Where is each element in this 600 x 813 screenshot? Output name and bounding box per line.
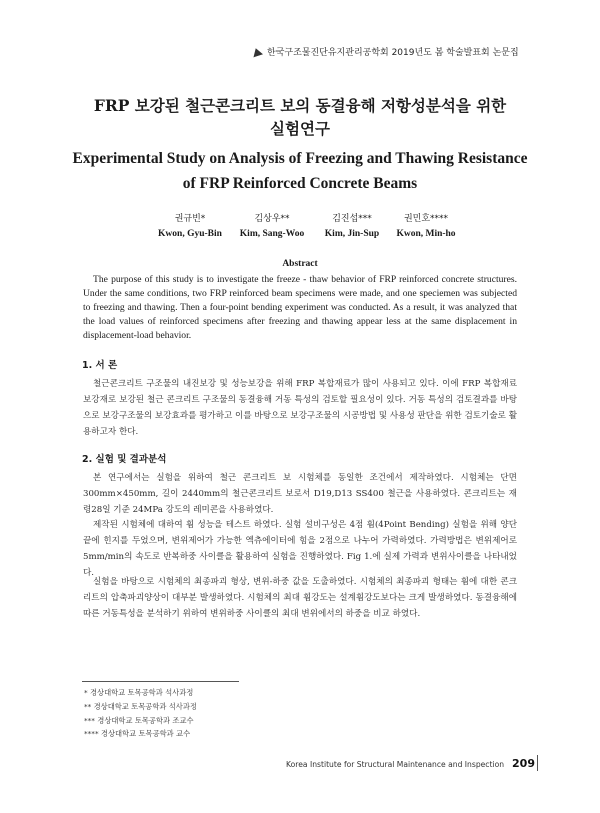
- author-3: [312, 212, 392, 242]
- paragraph: 제작된 시험체에 대하여 휨 성능을 테스트 하였다. 실험 설비구성은 4점 휨(4Point Bending) 실험을 위해 양단 끝에 힌지를 두었으며, 변위제어가 가능한 엑츄에이터에 힘을 2점으로 나누어 가력하였다. 가력방법은 변위제어로 5mm/min의 속도로 반복하중 사이클을 활용하여 실험을 진행하였다. Fig 1.에 실제 가력과 변위사이클을 나타내었다.: [83, 520, 517, 578]
- page-footer: [286, 757, 535, 770]
- korean-title-line-2: 실험연구: [270, 119, 330, 138]
- society-name: Korea Institute for Structural Maintenance and Inspection: [286, 760, 505, 769]
- page-number: 209: [512, 757, 535, 770]
- triangle-icon: [251, 47, 263, 58]
- author-name-ko: 김진섭***: [332, 214, 372, 224]
- author-4: [384, 212, 468, 242]
- footnote: * 경상대학교 토목공학과 석사과정: [84, 688, 194, 697]
- english-title-line-2: of FRP Reinforced Concrete Beams: [182, 175, 418, 192]
- author-name-en: Kim, Sang-Woo: [239, 229, 305, 239]
- author-2: [230, 212, 314, 242]
- abstract-text: The purpose of this study is to investigate the freeze - thaw behavior of FRP reinforced concrete structures. Under the same conditions, two FRP reinforced beam specimens were made, and one speciemen was subjected to freezing and thawing. Then a four-point bending experiment was conducted. As a result, it was analyzed that the load values of reinforced specimens after freezing and thawing appear less at the same displacement in displacement-load behavior.: [83, 274, 517, 341]
- author-name-en: Kim, Jin-Sup: [324, 229, 380, 239]
- footnote: **** 경상대학교 토목공학과 교수: [84, 729, 191, 739]
- footnotes: [84, 686, 197, 741]
- footer-divider: [537, 755, 538, 771]
- abstract-heading: Abstract: [282, 259, 318, 269]
- author-name-ko: 권민호****: [403, 214, 449, 224]
- paragraph: 실험을 바탕으로 시험체의 최종파괴 형상, 변위-하중 값을 도출하였다. 시험체의 최종파괴 형태는 휨에 대한 콘크리트의 압축파괴양상이 대부분 발생하였다. 시험체의 최대 휨강도는 설계휨강도보다는 크게 발생하였다. 동결융해에 따른 거동특성을 분석하기 위하여 변위하중 사이클의 최대 변위에서의 하중을 비교 하였다.: [83, 577, 517, 619]
- korean-title-line-1: FRP 보강된 철근콘크리트 보의 동결융해 저항성분석을 위한: [93, 96, 507, 115]
- english-title-line-1: Experimental Study on Analysis of Freezing and Thawing Resistance: [72, 150, 528, 167]
- footnote-divider: [82, 681, 239, 682]
- footnote: ** 경상대학교 토목공학과 석사과정: [84, 701, 197, 711]
- journal-name: 한국구조물진단유지관리공학회 2019년도 봄 학술발표회 논문집: [267, 48, 519, 58]
- paragraph: 본 연구에서는 실험을 위하여 철근 콘크리트 보 시험체를 동일한 조건에서 제작하였다. 시험체는 단면 300mm×450mm, 길이 2440mm의 철근콘크리트 보로서 D19,D13 SS400 철근을 사용하였다. 콘크리트는 재령28일 기준 24MPa 강도의 레미콘을 사용하였다.: [83, 473, 517, 515]
- author-name-en: Kwon, Min-ho: [396, 229, 456, 239]
- paragraph: 철근콘크리트 구조물의 내진보강 및 성능보강을 위해 FRP 복합재료가 많이 사용되고 있다. 이에 FRP 복합재료 보강재로 보강된 철근 콘크리트 구조물의 동결융해 거동 특성의 검토할 필요성이 있다. 거동 특성의 검토결과를 바탕으로 보강구조물의 보강효과를 평가하고 이를 바탕으로 보강구조물의 시공방법 및 사용성 판단을 위한 검토기술로 활용하고자 한다.: [83, 379, 517, 437]
- section-heading-experiment: 2. 실험 및 결과분석: [82, 454, 167, 465]
- author-name-ko: 권규빈*: [174, 214, 206, 224]
- author-name-ko: 김상우**: [254, 214, 290, 224]
- footnote: *** 경상대학교 토목공학과 조교수: [84, 715, 194, 725]
- author-name-en: Kwon, Gyu-Bin: [158, 229, 222, 239]
- section-heading-introduction: 1. 서 론: [82, 360, 118, 371]
- author-1: [150, 212, 230, 242]
- running-header: [252, 45, 519, 58]
